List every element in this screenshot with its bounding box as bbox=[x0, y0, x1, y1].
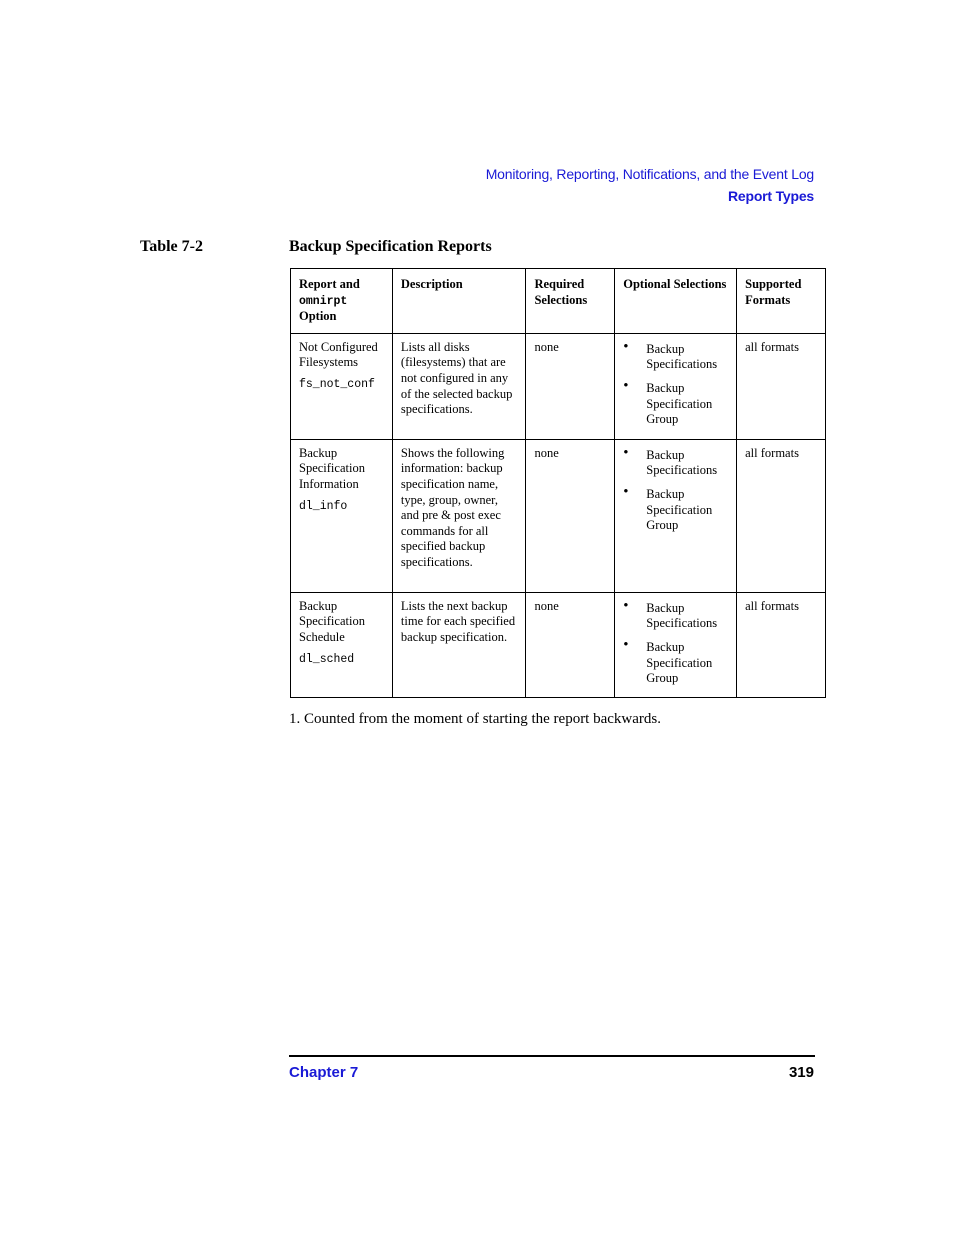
optional-cell bbox=[615, 333, 737, 439]
report-command: fs_not_conf bbox=[299, 377, 375, 391]
table-label: Table 7-2 bbox=[140, 238, 203, 255]
column-header-formats: Supported Formats bbox=[737, 269, 826, 334]
column-header-option-line3: Option bbox=[299, 309, 337, 324]
running-header-section[interactable]: Report Types bbox=[727, 188, 814, 204]
report-name: Backup Specification Schedule bbox=[299, 598, 365, 644]
optional-item: • Backup Specification Group bbox=[623, 640, 728, 687]
optional-item: • Backup Specification Group bbox=[623, 487, 728, 534]
optional-item: • Backup Specification Group bbox=[623, 381, 728, 428]
description-cell: Lists all disks (filesystems) that are not configured in any of the selected backup specifications. bbox=[392, 333, 526, 439]
report-command: dl_info bbox=[299, 499, 348, 513]
option-cell bbox=[291, 592, 393, 697]
footnote: 1. Counted from the moment of starting the report backwards. bbox=[289, 711, 661, 727]
column-header-description: Description bbox=[392, 269, 526, 334]
description-cell: Shows the following information: backup specification name, type, group, owner, and pre & post exec commands for all specified backup specifications. bbox=[392, 439, 526, 592]
table-row bbox=[291, 439, 826, 592]
report-name: Backup Specification Information bbox=[299, 445, 365, 491]
required-cell: none bbox=[526, 439, 615, 592]
column-header-option-omnirpt: omnirpt bbox=[299, 294, 348, 308]
backup-spec-reports-table bbox=[290, 268, 826, 698]
option-cell bbox=[291, 439, 393, 592]
description-cell: Lists the next backup time for each specified backup specification. bbox=[392, 592, 526, 697]
formats-cell: all formats bbox=[737, 333, 826, 439]
table-title: Backup Specification Reports bbox=[289, 238, 492, 255]
option-cell bbox=[291, 333, 393, 439]
optional-item: • Backup Specifications bbox=[623, 448, 728, 479]
column-header-option-line1: Report and bbox=[299, 277, 360, 291]
optional-cell bbox=[615, 439, 737, 592]
table-row bbox=[291, 592, 826, 697]
column-header-option bbox=[291, 269, 393, 334]
column-header-optional: Optional Selections bbox=[615, 269, 737, 334]
column-header-required: Required Selections bbox=[526, 269, 615, 334]
footer-chapter-link[interactable]: Chapter 7 bbox=[289, 1064, 359, 1081]
table-row bbox=[291, 333, 826, 439]
optional-item: • Backup Specifications bbox=[623, 342, 728, 373]
running-header-chapter[interactable]: Monitoring, Reporting, Notifications, and the Event Log bbox=[485, 166, 814, 182]
formats-cell: all formats bbox=[737, 592, 826, 697]
required-cell: none bbox=[526, 592, 615, 697]
optional-item: • Backup Specifications bbox=[623, 601, 728, 632]
table-header-row bbox=[291, 269, 826, 334]
report-command: dl_sched bbox=[299, 652, 355, 666]
report-name: Not Configured Filesystems bbox=[299, 339, 378, 370]
footer-divider bbox=[289, 1055, 815, 1057]
required-cell: none bbox=[526, 333, 615, 439]
optional-cell bbox=[615, 592, 737, 697]
page-number: 319 bbox=[788, 1064, 814, 1081]
formats-cell: all formats bbox=[737, 439, 826, 592]
